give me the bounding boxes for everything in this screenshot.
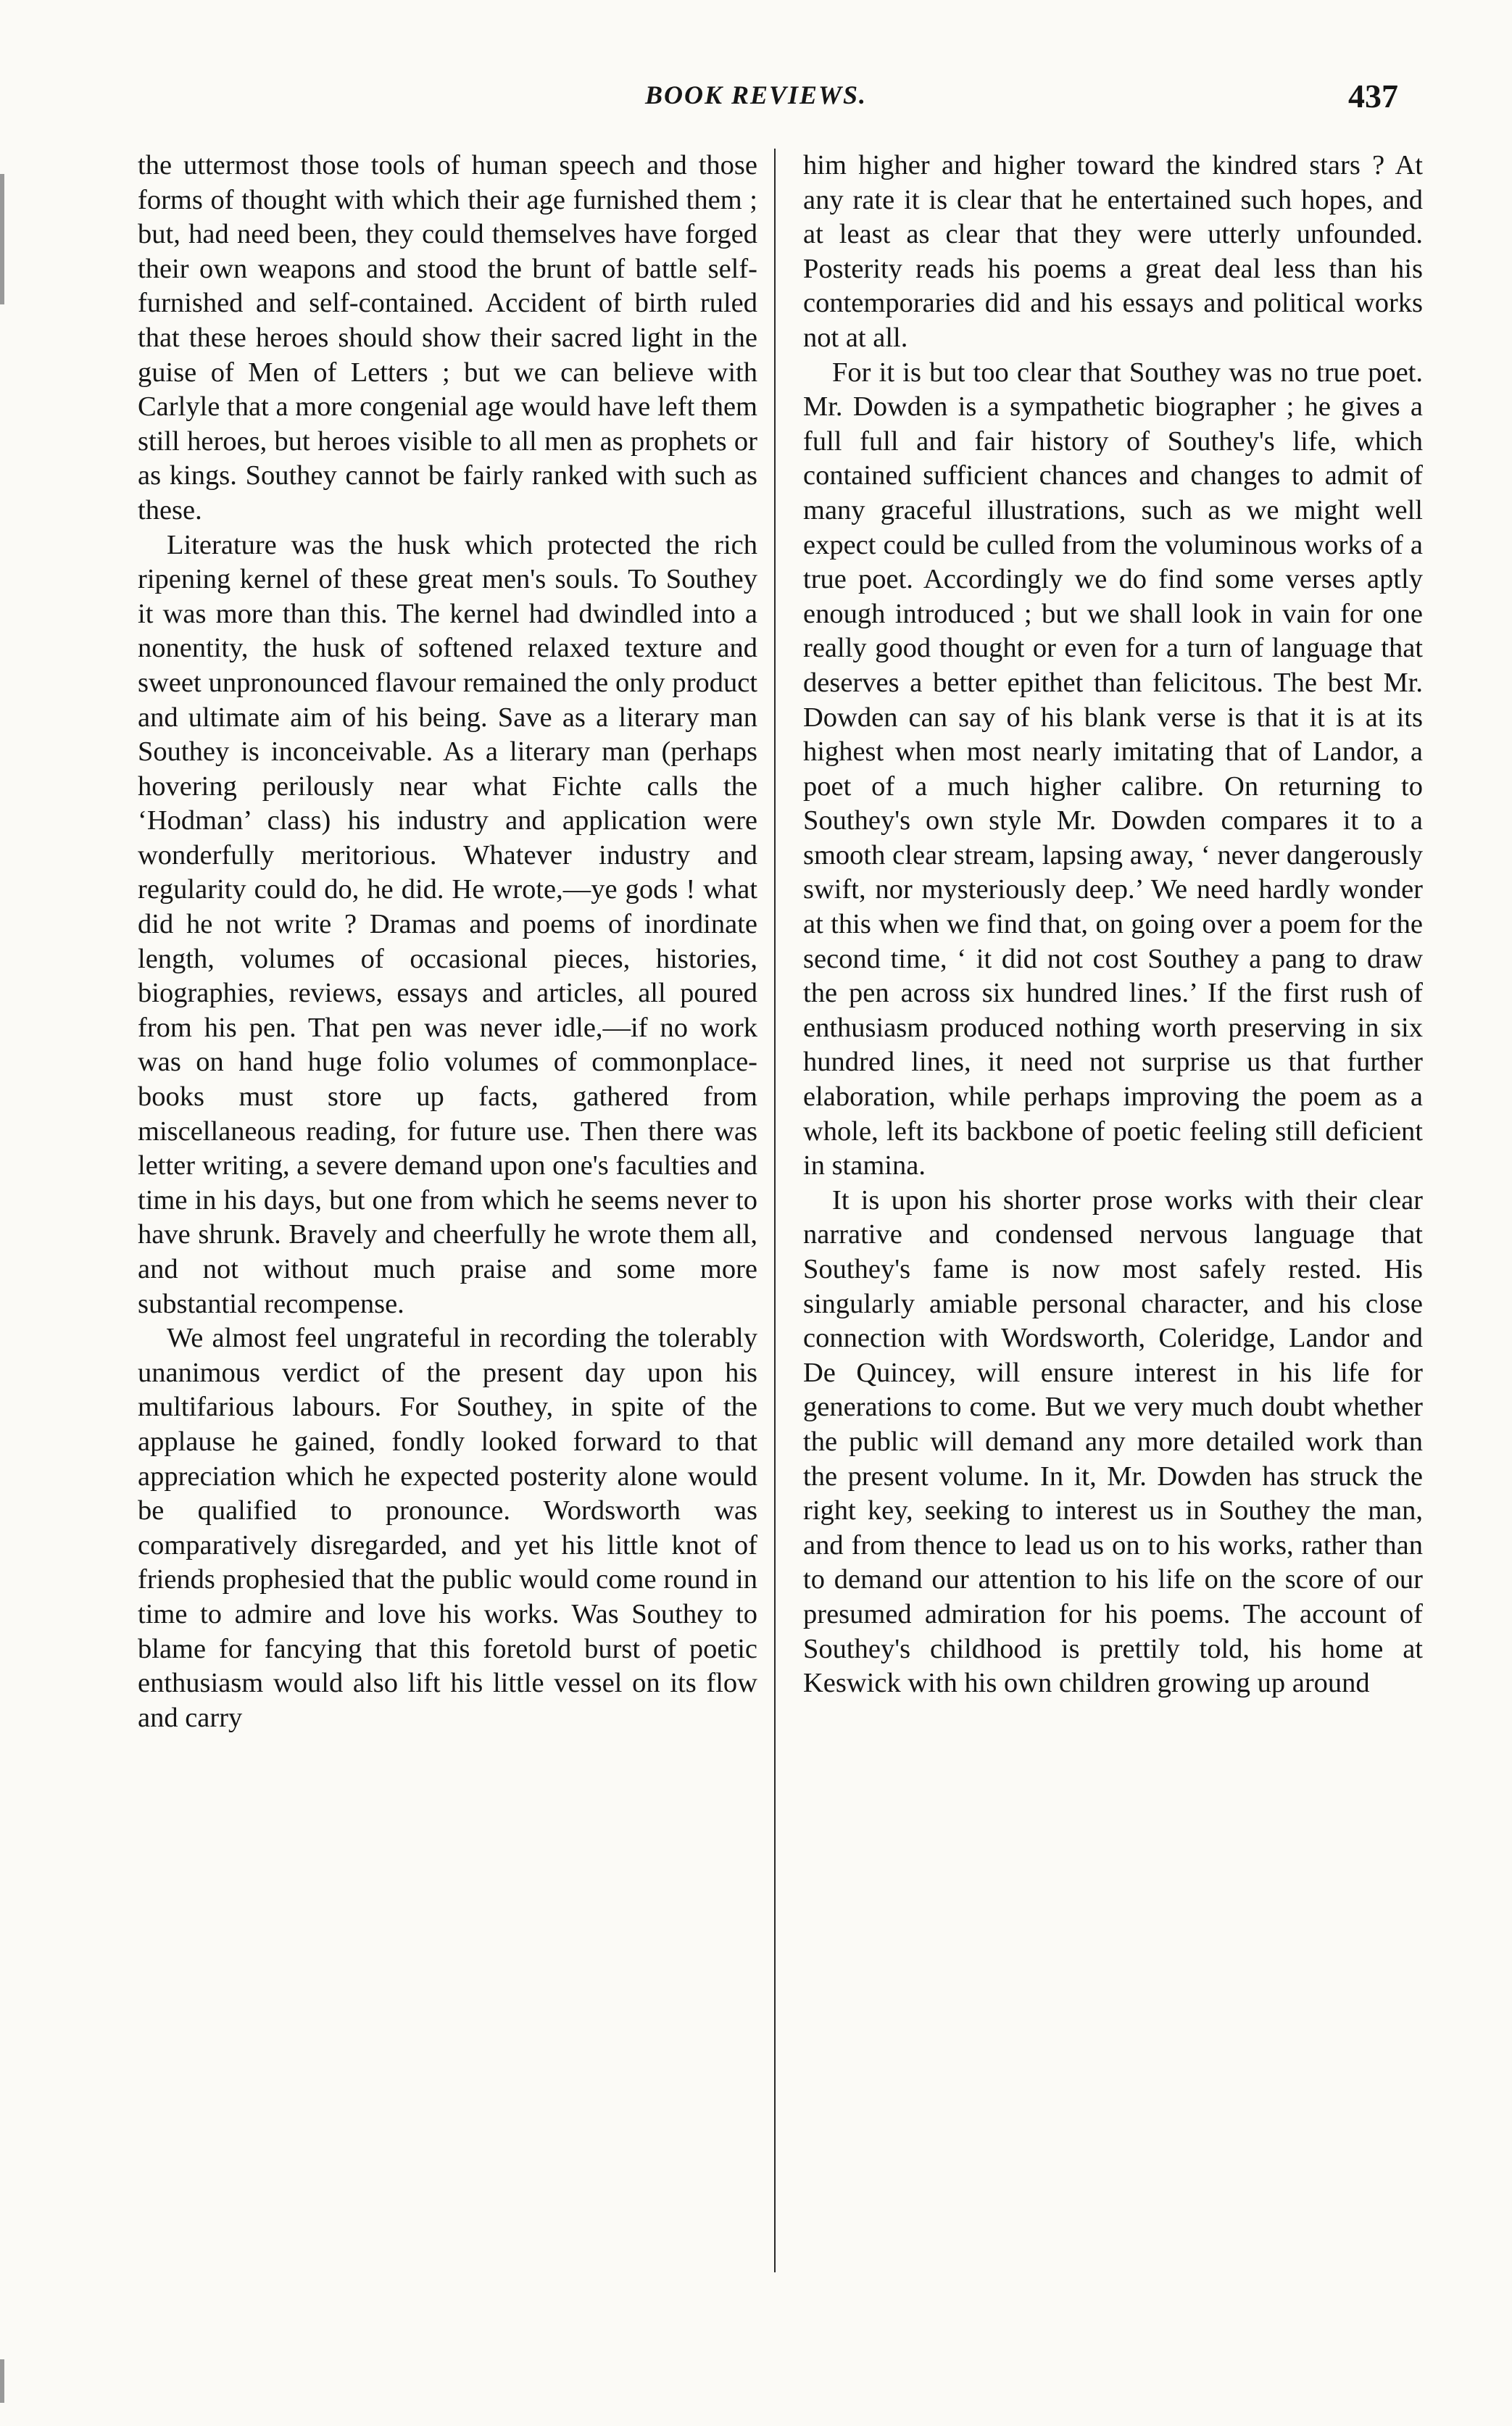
paragraph: We almost feel ungrateful in recording the tolerably unanimous verdict of the present day upon his multifarious labours. For Southey, in spite of the applause he gained, fondly looked forward to that appreciation which he expected posterity alone would be qualified to pronounce. Wordsworth was comparatively disregarded, and yet his little knot of friends prophesied that the public would come round in time to admire and love his works. Was Southey to blame for fancying that this foretold burst of poetic enthusiasm would also lift his little vessel on its flow and carry xyxy=(138,1323,757,1733)
paragraph: For it is but too clear that Southey was no true poet. Mr. Dowden is a sympathetic biographer ; he gives a full full and fair history of Southey's life, which contained sufficient chances and changes to admit of many graceful illustrations, such as we might well expect could be culled from the voluminous works of a true poet. Accordingly we do find some verses aptly enough introduced ; but we shall look in vain for one really good thought or even for a turn of language that deserves a better epithet than felicitous. The best Mr. Dowden can say of his blank verse is that it is at its highest when most nearly imitating that of Landor, a poet of a much higher calibre. On returning to Southey's own style Mr. Dowden compares it to a smooth clear stream, lapsing away, ‘ never dangerously swift, nor mysteriously deep.’ We need hardly wonder at this when we find that, on going over a poem for the second time, ‘ it did not cost Southey a pang to draw the pen across six hundred lines.’ If the first rush of enthusiasm produced nothing worth preserving in six hundred lines, it need not surprise us that further elaboration, while perhaps improving the poem as a whole, left its backbone of poetic feeling still deficient in stamina. xyxy=(803,357,1423,1181)
page-number: 437 xyxy=(1348,78,1398,115)
column-divider xyxy=(774,149,776,2272)
running-title: BOOK REVIEWS. xyxy=(644,80,868,109)
scan-edge-mark xyxy=(0,2359,4,2403)
page-header xyxy=(0,72,1512,130)
paragraph: It is upon his shorter prose works with their clear narrative and condensed nervous language that Southey's fame is now most safely rested. His singularly amiable personal character, and his close connection with Wordsworth, Coleridge, Landor and De Quincey, will ensure interest in his life for generations to come. But we very much doubt whether the public will demand any more detailed work than the present volume. In it, Mr. Dowden has struck the right key, seeking to interest us in Southey the man, and from thence to lead us on to his works, rather than to demand our attention to his life on the score of our presumed admiration for his poems. The account of Southey's childhood is prettily told, his home at Keswick with his own children growing up around xyxy=(803,1184,1423,1699)
right-column xyxy=(803,149,1423,1701)
paragraph: him higher and higher toward the kindred stars ? At any rate it is clear that he entertained such hopes, and at least as clear that they were utterly unfounded. Posterity reads his poems a great deal less than his contemporaries did and his essays and political works not at all. xyxy=(803,150,1423,353)
scan-edge-mark xyxy=(0,174,4,304)
left-column xyxy=(138,149,757,1735)
paragraph: Literature was the husk which protected the rich ripening kernel of these great men's souls. To Southey it was more than this. The kernel had dwindled into a nonentity, the husk of softened relaxed texture and sweet unpronounced flavour remained the only product and ultimate aim of his being. Save as a literary man Southey is inconceivable. As a literary man (perhaps hovering perilously near what Fichte calls the ‘Hodman’ class) his industry and application were wonderfully meritorious. Whatever industry and regularity could do, he did. He wrote,—ye gods ! what did he not write ? Dramas and poems of inordinate length, volumes of occasional pieces, histories, biographies, reviews, essays and articles, all poured from his pen. That pen was never idle,—if no work was on hand huge folio volumes of commonplace-books must store up facts, gathered from miscellaneous reading, for future use. Then there was letter writing, a severe demand upon one's faculties and time in his days, but one from which he seems never to have shrunk. Bravely and cheerfully he wrote them all, and not without much praise and some more substantial recompense. xyxy=(138,529,757,1319)
paragraph: the uttermost those tools of human speech and those forms of thought with which their age furnished them ; but, had need been, they could themselves have forged their own weapons and stood the brunt of battle self-furnished and self-contained. Accident of birth ruled that these heroes should show their sacred light in the guise of Men of Letters ; but we can believe with Carlyle that a more congenial age would have left them still heroes, but heroes visible to all men as prophets or as kings. Southey cannot be fairly ranked with such as these. xyxy=(138,150,757,526)
